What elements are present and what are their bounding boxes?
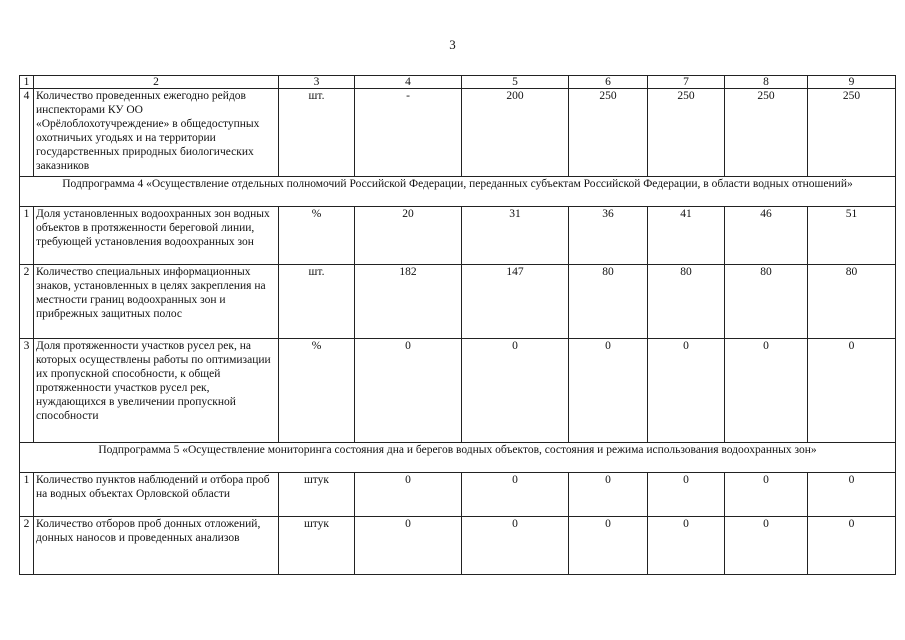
value: 250 [725,89,808,177]
value: 80 [725,265,808,339]
value: 0 [355,517,462,575]
row-number: 3 [20,339,34,443]
value: 0 [569,339,648,443]
value: 0 [569,473,648,517]
table-row [20,89,896,177]
value: 36 [569,207,648,265]
value: 0 [648,339,725,443]
value: 0 [648,517,725,575]
value: 147 [462,265,569,339]
value: 0 [648,473,725,517]
value: 80 [569,265,648,339]
column-number: 1 [20,76,34,89]
value: 0 [462,517,569,575]
value: - [355,89,462,177]
row-number: 2 [20,517,34,575]
value: 0 [808,473,896,517]
value: 80 [808,265,896,339]
table-row [20,473,896,517]
indicator-name: Количество проведенных ежегодно рейдов инспекторами КУ ОО «Орёлоблохотучреждение» в общедоступных охотничьих угодьях и на территории государственных природных биологических заказников [34,89,279,177]
column-numbers-row [20,76,896,89]
value: 41 [648,207,725,265]
row-number: 1 [20,473,34,517]
table-row [20,265,896,339]
value: 0 [569,517,648,575]
value: 0 [725,339,808,443]
value: 182 [355,265,462,339]
column-number: 2 [34,76,279,89]
value: 0 [462,473,569,517]
row-number: 1 [20,207,34,265]
unit: шт. [279,89,355,177]
value: 31 [462,207,569,265]
indicator-name: Количество отборов проб донных отложений, донных наносов и проведенных анализов [34,517,279,575]
value: 250 [569,89,648,177]
subprogram-row [20,177,896,207]
value: 0 [462,339,569,443]
column-number: 6 [569,76,648,89]
row-number: 2 [20,265,34,339]
value: 51 [808,207,896,265]
indicator-name: Доля установленных водоохранных зон водных объектов в протяженности береговой линии, требующей установления водоохранных зон [34,207,279,265]
column-number: 9 [808,76,896,89]
row-number: 4 [20,89,34,177]
indicator-name: Доля протяженности участков русел рек, на которых осуществлены работы по оптимизации их пропускной способности, к общей протяженности участков русел рек, нуждающихся в увеличении пропускной способности [34,339,279,443]
column-number: 4 [355,76,462,89]
page-number: 3 [449,37,456,52]
column-number: 5 [462,76,569,89]
value: 46 [725,207,808,265]
unit: % [279,339,355,443]
table-row [20,207,896,265]
value: 0 [808,517,896,575]
value: 0 [355,473,462,517]
subprogram-row [20,443,896,473]
value: 20 [355,207,462,265]
column-number: 3 [279,76,355,89]
unit: штук [279,473,355,517]
column-number: 8 [725,76,808,89]
table-row [20,517,896,575]
value: 80 [648,265,725,339]
value: 200 [462,89,569,177]
unit: штук [279,517,355,575]
unit: % [279,207,355,265]
subprogram-title: Подпрограмма 4 «Осуществление отдельных полномочий Российской Федерации, переданных субъектам Российской Федерации, в области водных отношений» [20,177,896,207]
value: 250 [808,89,896,177]
indicator-name: Количество специальных информационных знаков, установленных в целях закрепления на местности границ водоохранных зон и прибрежных защитных полос [34,265,279,339]
value: 0 [725,473,808,517]
unit: шт. [279,265,355,339]
value: 250 [648,89,725,177]
value: 0 [725,517,808,575]
subprogram-title: Подпрограмма 5 «Осуществление мониторинга состояния дна и берегов водных объектов, состояния и режима использования водоохранных зон» [20,443,896,473]
value: 0 [355,339,462,443]
indicator-name: Количество пунктов наблюдений и отбора проб на водных объектах Орловской области [34,473,279,517]
indicators-table [19,75,896,575]
column-number: 7 [648,76,725,89]
table-row [20,339,896,443]
value: 0 [808,339,896,443]
